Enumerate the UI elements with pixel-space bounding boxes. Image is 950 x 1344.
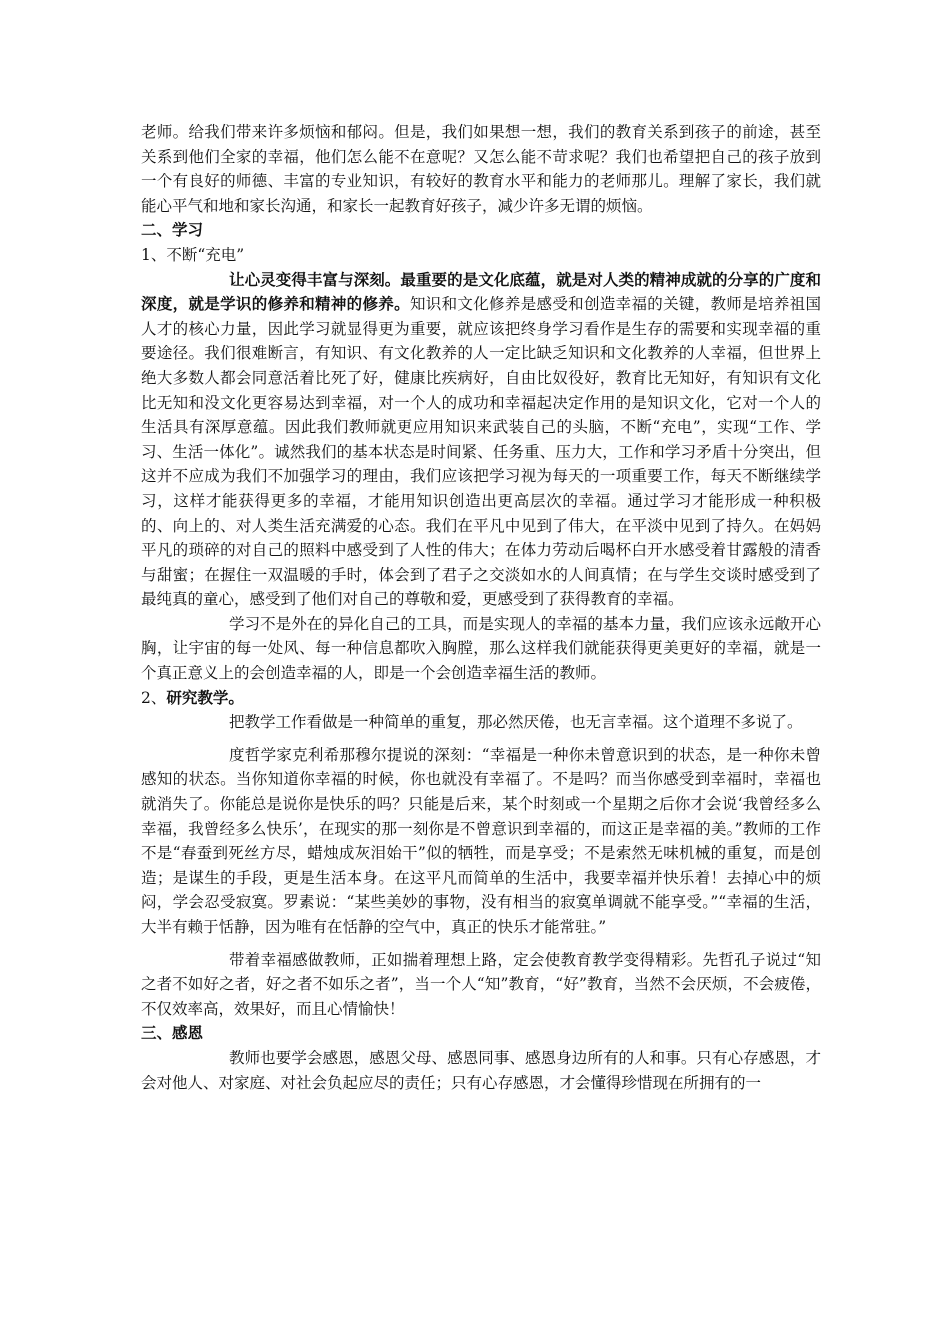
paragraph-learning-2: 学习不是外在的异化自己的工具，而是实现人的幸福的基本力量，我们应该永远敞开心胸，让宇宙的每一处风、每一种信息都吹入胸膛，那么这样我们就能获得更美更好的幸福，就是一个真正意义上的会创造幸福的人，即是一个会创造幸福生活的教师。: [141, 614, 821, 683]
subheading-recharge: 1、不断“充电”: [141, 245, 245, 264]
paragraph-learning-1-bold: 让心灵变得丰富与深刻。最重要的是文化底蕴，就是对人类的精神成就的分享的广度和深度，就是学识的修养和精神的修养。: [141, 269, 821, 314]
paragraph-gratitude: 教师也要学会感恩，感恩父母、感恩同事、感恩身边所有的人和事。只有心存感恩，才会对他人、对家庭、对社会负起应尽的责任；只有心存感恩，才会懂得珍惜现在所拥有的一: [141, 1048, 821, 1092]
paragraph-research-2: 度哲学家克利希那穆尔提说的深刻：“幸福是一种你未曾意识到的状态，是一种你未曾感知的状态。当你知道你幸福的时候，你也就没有幸福了。不是吗？而当你感受到幸福时，幸福也就消失了。你能总是说你是快乐的吗？只能是后来，某个时刻或一个星期之后你才会说‘我曾经多么幸福，我曾经多么快乐’，在现实的那一刻你是不曾意识到幸福的，而这正是幸福的美。”教师的工作不是“春蚕到死丝方尽，蜡烛成灰泪始干”似的牺牲，而是享受；不是索然无味机械的重复，而是创造；是谋生的手段，更是生活本身。在这平凡而简单的生活中，我要幸福并快乐着！去掉心中的烦闷，学会忍受寂寞。罗素说：“某些美妙的事物，没有相当的寂寞单调就不能享受。”“幸福的生活，大半有赖于恬静，因为唯有在恬静的空气中，真正的快乐才能常驻。”: [141, 745, 821, 936]
paragraph-learning-1: [141, 268, 821, 612]
subheading-research-title: 研究教学。: [166, 687, 244, 707]
section-heading-learning: 二、学习: [141, 220, 204, 240]
paragraph-research-3: 带着幸福感做教师，正如揣着理想上路，定会使教育教学变得精彩。先哲孔子说过“知之者不如好之者，好之者不如乐之者”，当一个人“知”教育，“好”教育，当然不会厌烦，不会疲倦，不仅效率高，效果好，而且心情愉快！: [141, 950, 821, 1018]
subheading-research-number: 2、: [141, 688, 167, 707]
section-heading-gratitude: 三、感恩: [141, 1023, 204, 1043]
paragraph-intro: 老师。给我们带来许多烦恼和郁闷。但是，我们如果想一想，我们的教育关系到孩子的前途，甚至关系到他们全家的幸福，他们怎么能不在意呢？又怎么能不苛求呢？我们也希望把自己的孩子放到一个有良好的师德、丰富的专业知识，有较好的教育水平和能力的老师那儿。理解了家长，我们就能心平气和地和家长沟通，和家长一起教育好孩子，减少许多无谓的烦恼。: [141, 123, 821, 215]
document-page: [141, 120, 821, 1095]
paragraph-research-1: 把教学工作看做是一种简单的重复，那必然厌倦，也无言幸福。这个道理不多说了。: [229, 713, 803, 732]
paragraph-learning-1-text: 知识和文化修养是感受和创造幸福的关键，教师是培养祖国人才的核心力量，因此学习就显得更为重要，就应该把终身学习看作是生存的需要和实现幸福的重要途径。我们很难断言，有知识、有文化教养的人一定比缺乏知识和文化教养的人幸福，但世界上绝大多数人都会同意活着比死了好，健康比疾病好，自由比奴役好，教育比无知好，有知识有文化比无知和没文化更容易达到幸福，对一个人的成功和幸福起决定作用的是知识文化，它对一个人的生活具有深厚意蕴。因此我们教师就更应用知识来武装自己的头脑，不断“充电”，实现“工作、学习、生活一体化”。诚然我们的基本状态是时间紧、任务重、压力大，工作和学习矛盾十分突出，但这并不应成为我们不加强学习的理由，我们应该把学习视为每天的一项重要工作，每天不断继续学习，这样才能获得更多的幸福，才能用知识创造出更高层次的幸福。通过学习才能形成一种积极的、向上的、对人类生活充满爱的心态。我们在平凡中见到了伟大，在平淡中见到了持久。在妈妈平凡的琐碎的对自己的照料中感受到了人性的伟大；在体力劳动后喝杯白开水感受着甘露般的清香与甜蜜；在握住一双温暖的手时，体会到了君子之交淡如水的人间真情；在与学生交谈时感受到了最纯真的童心，感受到了他们对自己的尊敬和爱，更感受到了获得教育的幸福。: [141, 295, 821, 609]
subheading-research: [141, 686, 821, 711]
